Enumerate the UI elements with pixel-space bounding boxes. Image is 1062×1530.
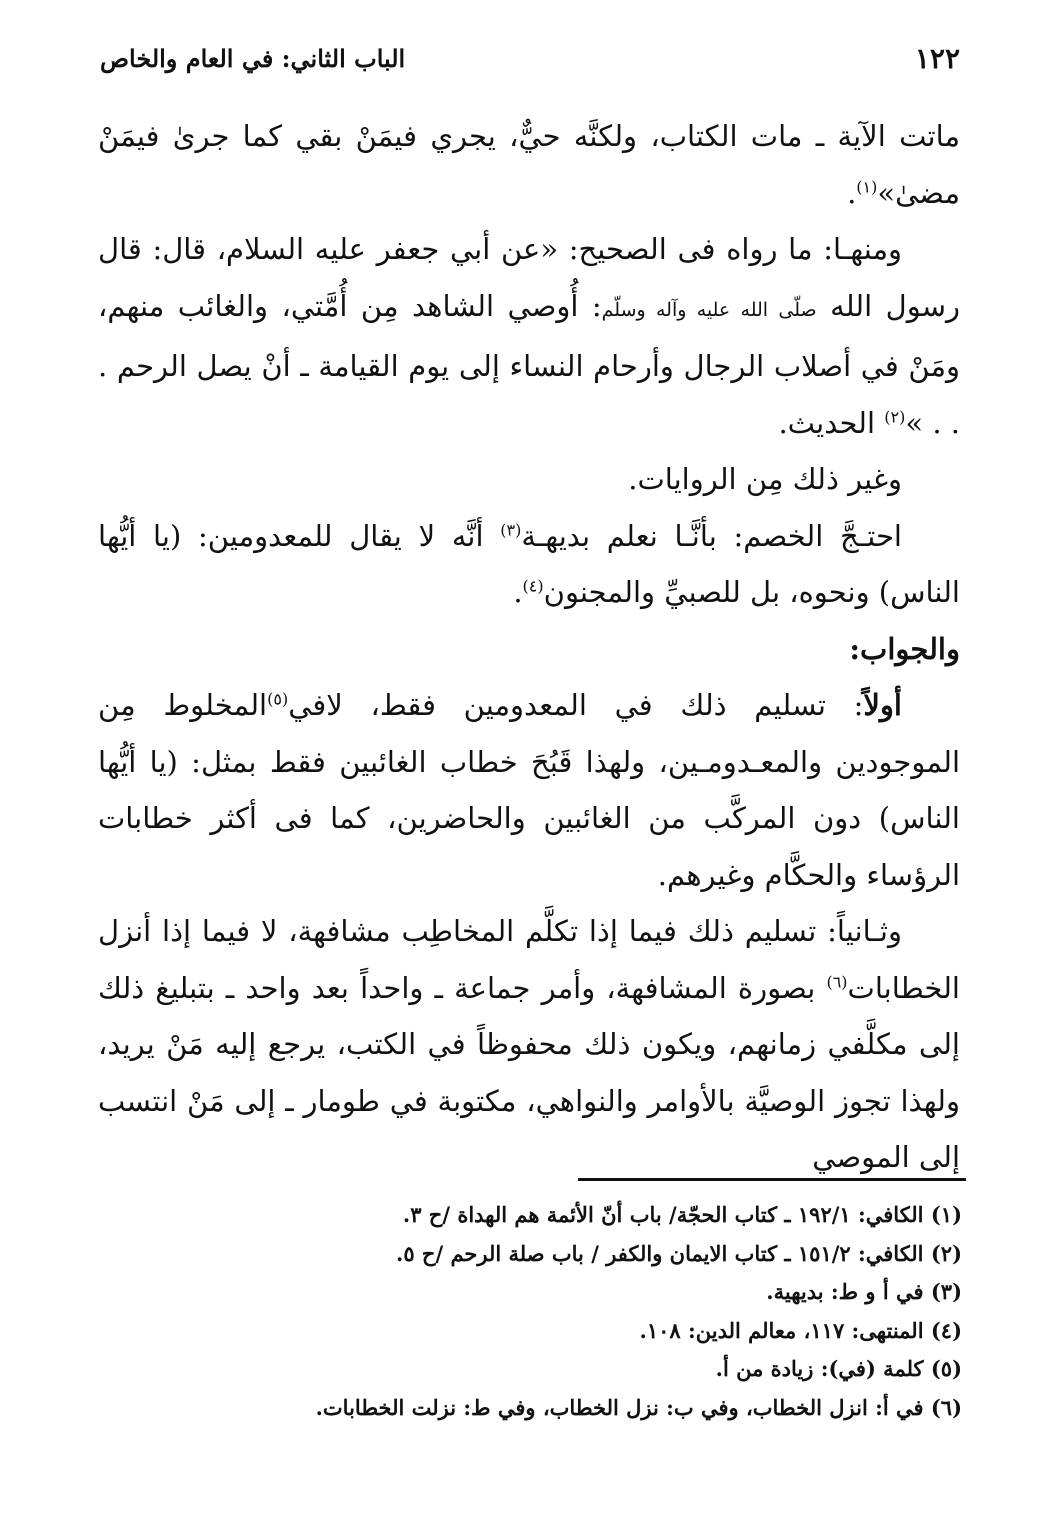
footnote-4: (٤) المنتهى: ١١٧، معالم الدين: ١٠٨. xyxy=(639,1317,962,1343)
paragraph-4: احتـجَّ الخصم: بأنَّـا نعلم بديهـة$^{(٣)}$ أنَّه لا يقال للمعدومين: (يا أيُّها الناس) ونحوه، بل للصبيِّ والمجنون$^{(٤)}$. xyxy=(98,518,960,609)
section-heading-answer: والجواب: xyxy=(849,631,960,666)
footnote-1: (١) الكافي: ١٩٢/١ ـ كتاب الحجّة/ باب أنّ الأئمة هم الهداة /ح ٣. xyxy=(402,1202,962,1227)
footnote-ref-1: (١) xyxy=(856,176,878,196)
footnote-6: (٦) في أ: انزل الخطاب، وفي ب: نزل الخطاب، وفي ط: نزلت الخطابات. xyxy=(315,1394,962,1420)
paragraph-1: ماتت الآية ـ مات الكتاب، ولكنَّه حيٌّ، يجري فيمَنْ بقي كما جرىٰ فيمَنْ مضىٰ»$^{(١)}$. xyxy=(98,119,960,210)
paragraph-3: وغير ذلك مِن الروايات. xyxy=(628,462,902,496)
footnote-ref-6: (٦) xyxy=(826,971,848,991)
footnote-3: (٣) في أ و ط: بديهية. xyxy=(766,1279,962,1304)
lead-word-first: أولاً xyxy=(863,688,902,722)
paragraph-2: ومنهـا: ما رواه فى الصحيح: «عن أبي جعفر عليه السلام، قال: قال رسول الله صلّى الله عليه وآله وسلّم: أُوصي الشاهد مِن أُمَّتي، والغائب منهم، ومَنْ في أصلاب الرجال وأرحام النساء إلى يوم القيامة ـ أنْ يصل الرحم . . . »$^{(٢)}$ الحديث. xyxy=(98,232,961,440)
main-text xyxy=(98,108,960,1186)
page-number: ١٢٢ xyxy=(914,42,960,75)
honorific-phrase: صلّى الله عليه وآله وسلّم xyxy=(601,298,817,321)
paragraph-6: أولاً: تسليم ذلك في المعدومين فقط، لافي$^{(٥)}$المخلوط مِن الموجودين والمعـدومـين، ولهذا قَبُحَ خطاب الغائبين فقط بمثل: (يا أيُّها الناس) دون المركَّب من الغائبين والحاضرين، كما فى أكثر خطابات الرؤساء والحكَّام وغيرهم. xyxy=(98,688,960,892)
footnote-ref-4: (٤) xyxy=(522,576,544,596)
footnote-2: (٢) الكافي: ١٥١/٢ ـ كتاب الايمان والكفر / باب صلة الرحم /ح ٥. xyxy=(396,1240,962,1266)
paragraph-7: وثـانياً: تسليم ذلك فيما إذا تكلَّم المخاطِب مشافهة، لا فيما إذا أنزل الخطابات$^{(٦)}$ بصورة المشافهة، وأمر جماعة ـ واحداً بعد واحد ـ بتبليغ ذلك إلى مكلَّفي زمانهم، ويكون ذلك محفوظاً في الكتب، يرجع إليه مَنْ يريد، ولهذا تجوز الوصيَّة بالأوامر والنواهي، مكتوبة في طومار ـ إلى مَنْ انتسب إلى الموصي xyxy=(98,914,960,1174)
running-title: الباب الثاني: في العام والخاص xyxy=(100,44,406,73)
footnote-5: (٥) كلمة (في): زيادة من أ. xyxy=(715,1356,962,1381)
footnote-ref-3: (٣) xyxy=(500,519,522,539)
footnote-separator xyxy=(578,1178,966,1181)
footnote-ref-2: (٢) xyxy=(884,406,906,426)
page-header xyxy=(100,42,960,88)
footnote-ref-5: (٥) xyxy=(267,689,289,709)
footnotes xyxy=(100,1196,962,1427)
